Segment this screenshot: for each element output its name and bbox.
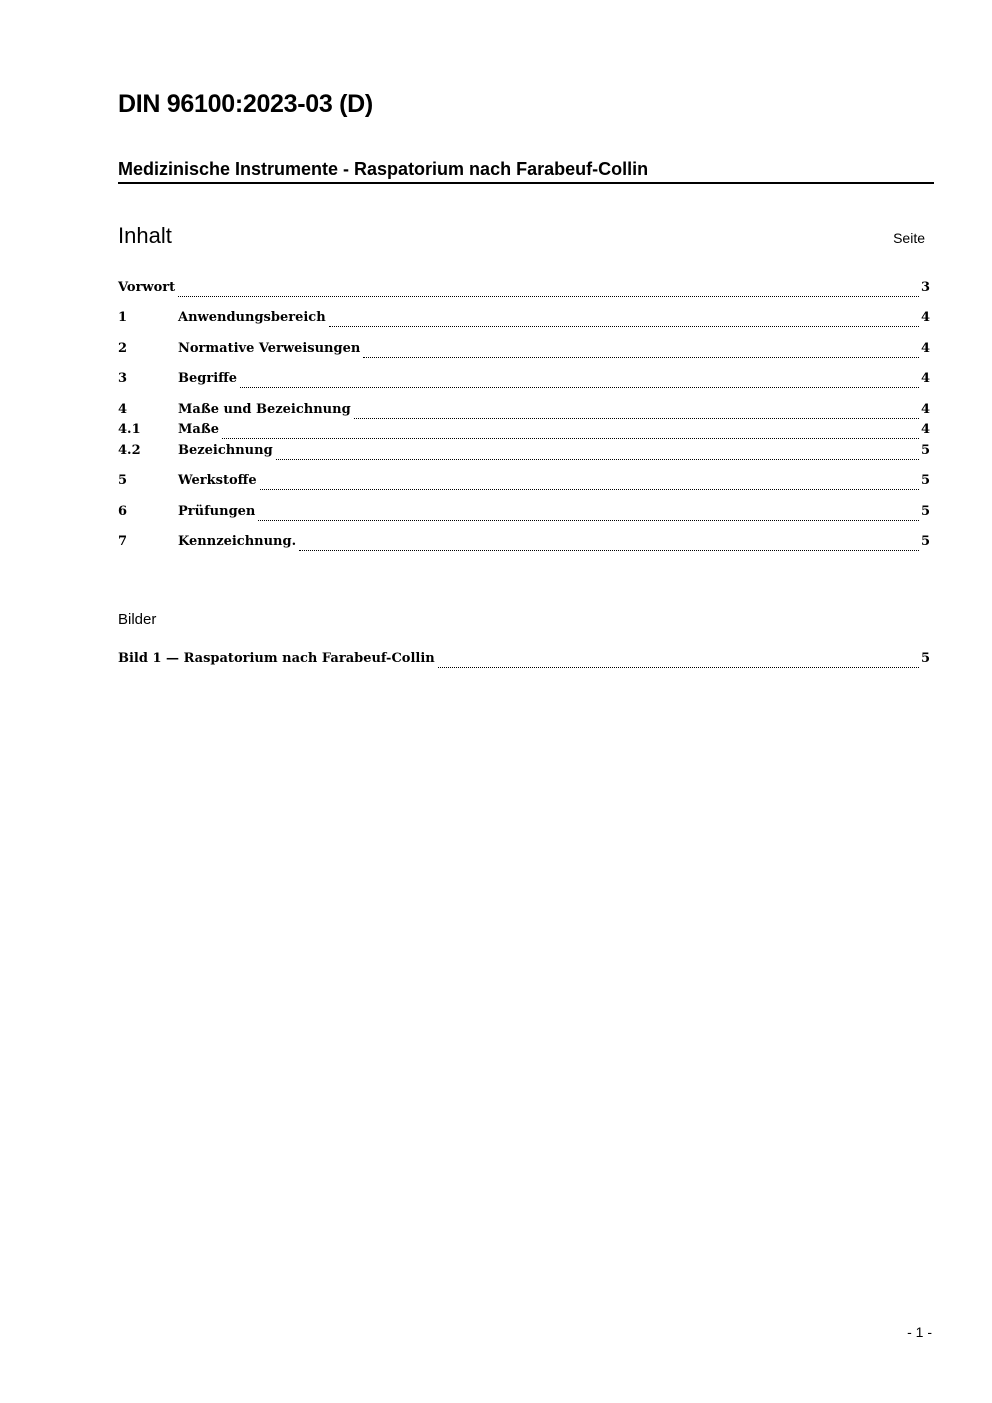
toc-entry-3[interactable] [118,371,930,391]
toc-heading: Inhalt [118,223,172,248]
toc-entry-title: Anwendungsbereich [178,310,326,325]
toc-entry-title: Normative Verweisungen [178,341,361,356]
toc-entry-title: Werkstoffe [178,473,257,488]
toc-entry-number: 4.1 [118,422,141,437]
toc-entry-1[interactable] [118,310,930,330]
toc-entry-5[interactable] [118,473,930,493]
toc-entry-number: 1 [118,310,128,325]
toc-entry-number: 4 [118,402,128,417]
toc-entry-page: 4 [920,402,930,417]
document-title: Medizinische Instrumente - Raspatorium nach Farabeuf-Collin [118,159,934,184]
dot-leader [354,417,919,419]
toc-entry-page: 5 [920,504,930,519]
toc-entry-page: 4 [920,422,930,437]
toc-entry-page: 4 [920,371,930,386]
toc-entry-2[interactable] [118,341,930,361]
toc-entry-title: Maße und Bezeichnung [178,402,351,417]
toc-entry-title: Vorwort [118,280,176,295]
toc-entry-page: 3 [920,280,930,295]
dot-leader [329,325,919,327]
document-id: DIN 96100:2023-03 (D) [118,90,373,118]
toc-entry-7[interactable] [118,534,930,554]
toc-entry-number: 7 [118,534,128,549]
page-number: - 1 - [907,1324,932,1340]
figure-entry-page: 5 [920,651,930,666]
figure-entry-bild-1[interactable] [118,651,930,671]
dot-leader [276,458,919,460]
toc-entry-page: 5 [920,473,930,488]
dot-leader [222,437,919,439]
figures-heading: Bilder [118,611,157,628]
toc-entry-page: 4 [920,310,930,325]
toc-entry-page: 5 [920,443,930,458]
toc-entry-title: Kennzeichnung. [178,534,297,549]
figure-entry-title: Bild 1 — Raspatorium nach Farabeuf-Collin [118,651,435,666]
dot-leader [260,488,919,490]
toc-entry-number: 2 [118,341,128,356]
dot-leader [363,356,919,358]
dot-leader [438,666,919,668]
toc-entry-page: 5 [920,534,930,549]
dot-leader [178,295,919,297]
toc-entry-title: Maße [178,422,219,437]
toc-entry-title: Prüfungen [178,504,256,519]
toc-entry-number: 6 [118,504,128,519]
toc-entry-6[interactable] [118,504,930,524]
toc-entry-title: Begriffe [178,371,238,386]
dot-leader [258,519,919,521]
toc-entry-number: 4.2 [118,443,141,458]
dot-leader [299,549,919,551]
toc-entry-number: 5 [118,473,128,488]
dot-leader [240,386,919,388]
toc-entry-4-1[interactable] [118,422,930,442]
toc-entry-title: Bezeichnung [178,443,273,458]
toc-entry-vorwort[interactable] [118,280,930,300]
toc-entry-page: 4 [920,341,930,356]
toc-entry-number: 3 [118,371,128,386]
toc-entry-4-2[interactable] [118,443,930,463]
toc-page-column-label: Seite [893,230,925,246]
toc-entry-4[interactable] [118,402,930,422]
